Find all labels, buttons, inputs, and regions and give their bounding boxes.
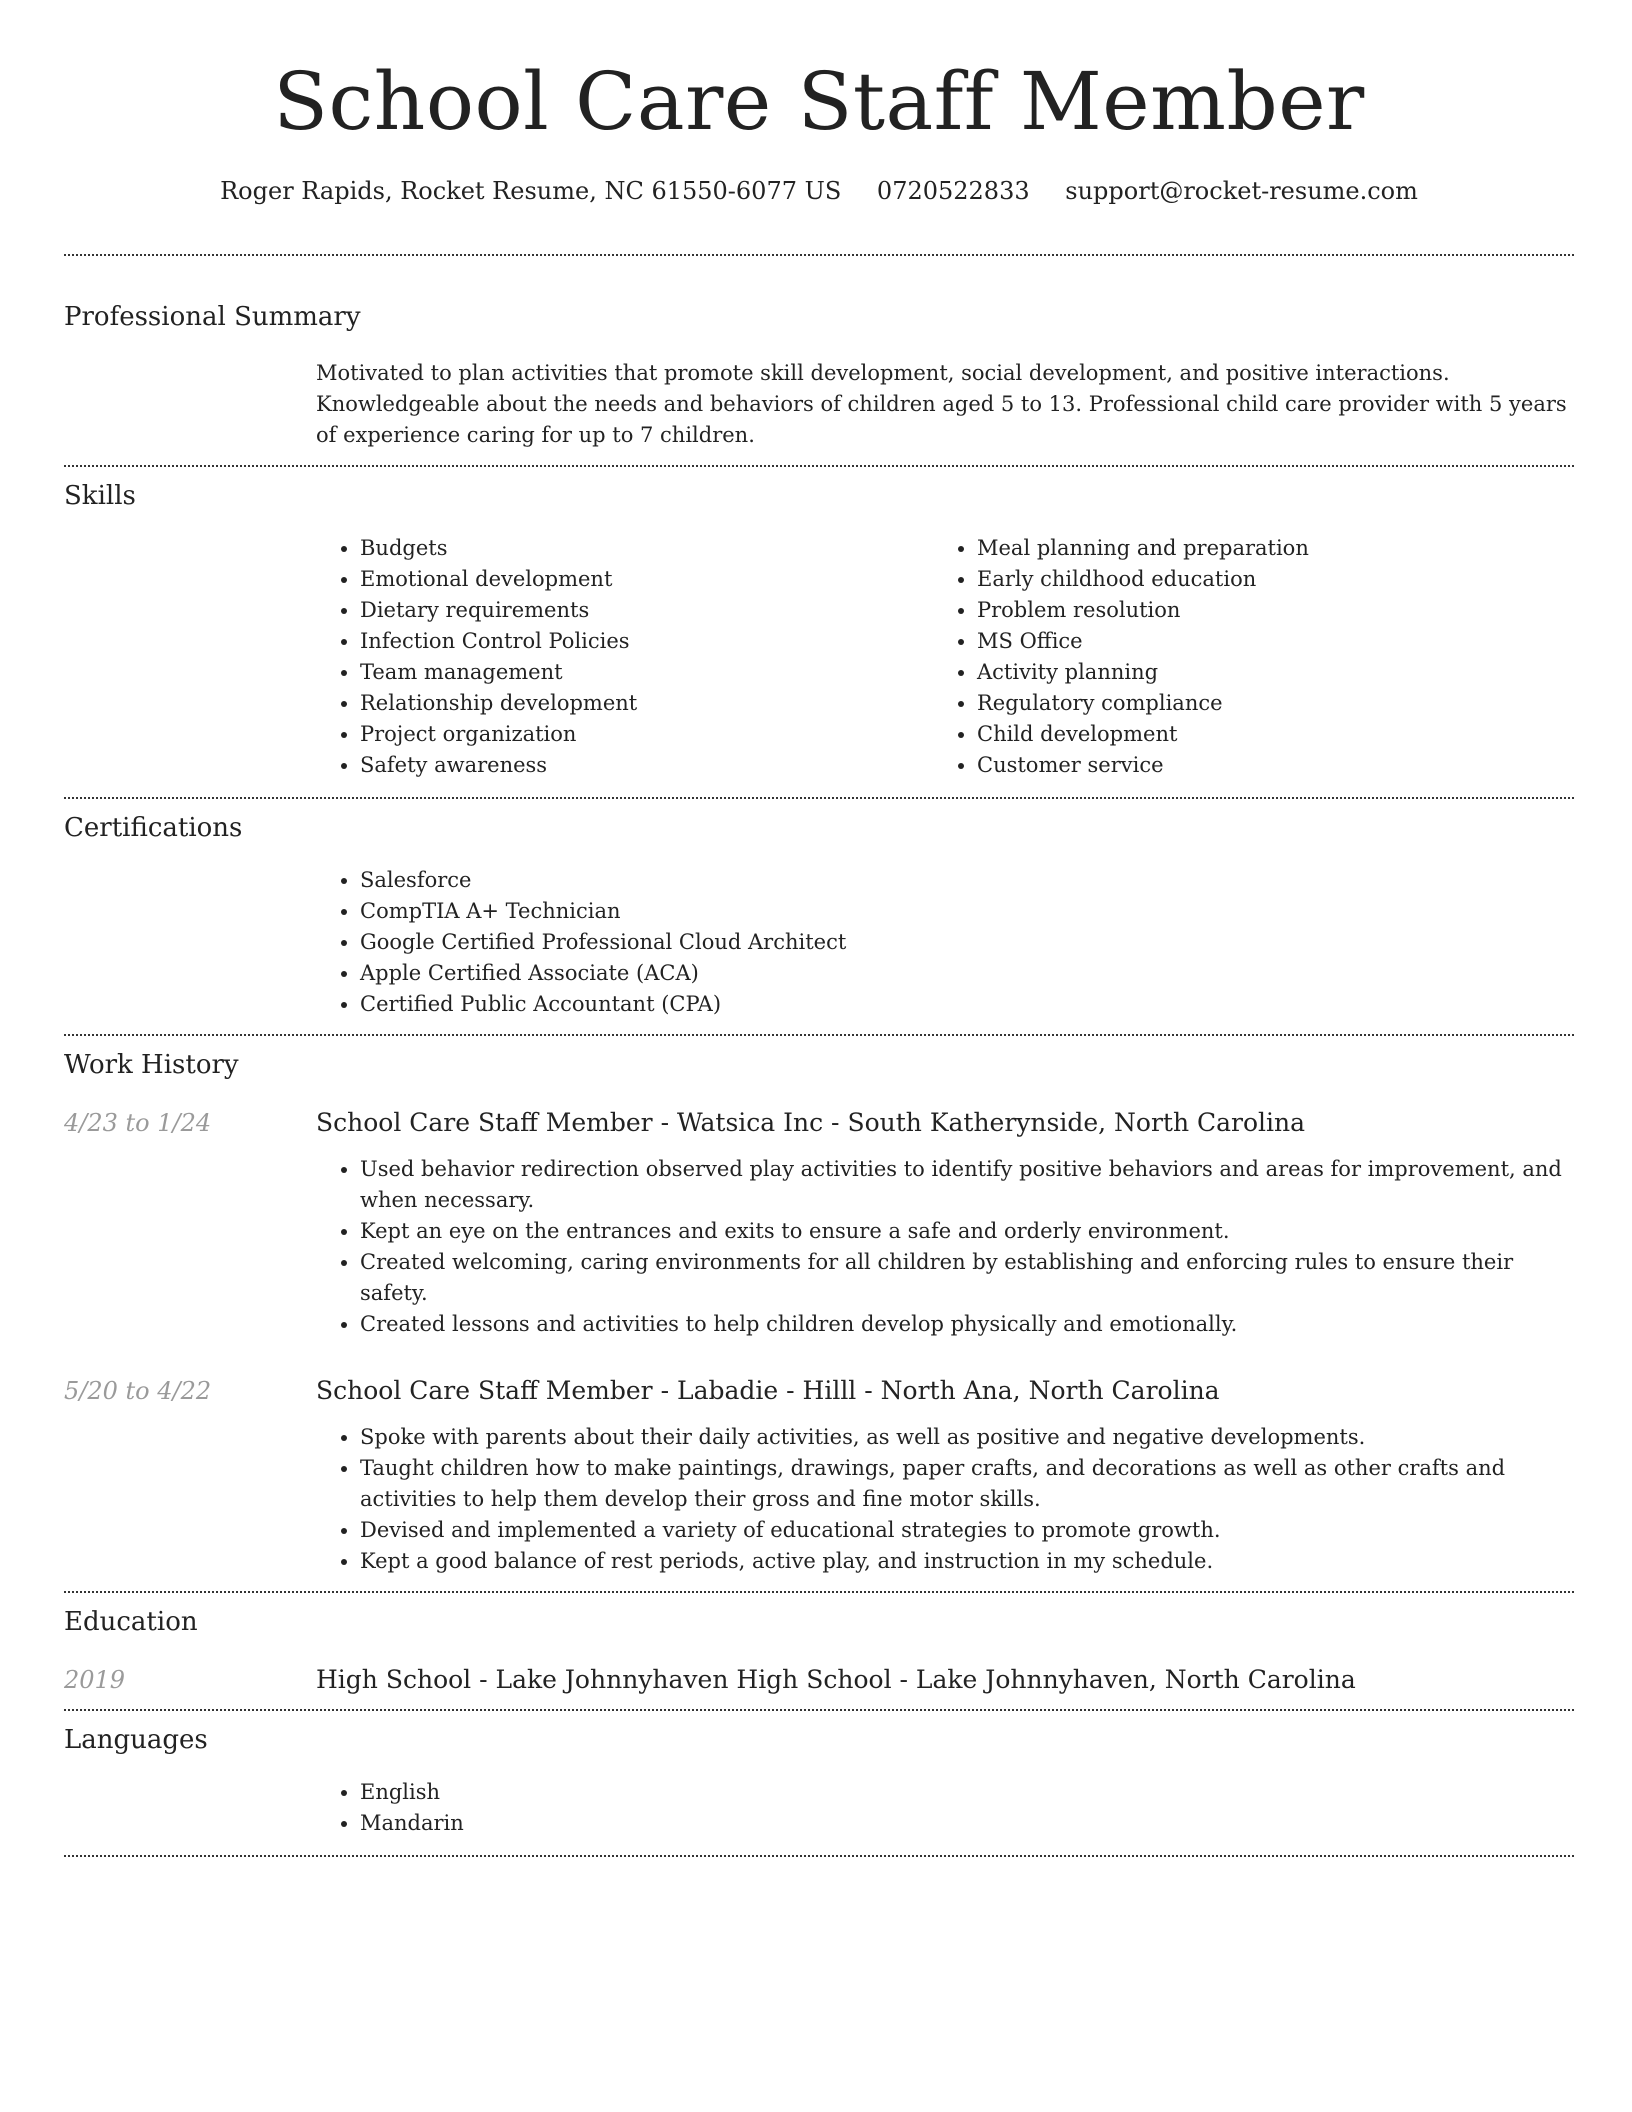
job-date: 5/20 to 4/22: [64, 1377, 212, 1405]
section-divider: [64, 1855, 1574, 1857]
skill-item: • Safety awareness: [360, 750, 933, 781]
education-section: [64, 1593, 1574, 1709]
summary-section: [64, 256, 1574, 465]
skill-item: • Regulatory compliance: [977, 688, 1550, 719]
contact-line: [64, 174, 1574, 208]
skill-item: • Dietary requirements: [360, 595, 933, 626]
resume-name: School Care Staff Member: [273, 55, 1365, 148]
certification-item: • Salesforce: [360, 865, 1574, 896]
education-date: 2019: [64, 1666, 126, 1694]
job-title: School Care Staff Member - Labadie - Hilll - North Ana, North Carolina: [316, 1376, 1220, 1405]
job-bullet: • Used behavior redirection observed play activities to identify positive behaviors and areas for improvement, and when necessary.: [360, 1154, 1574, 1216]
languages-title: Languages: [64, 1725, 208, 1755]
work-history-section: [64, 1036, 1574, 1591]
skill-item: • MS Office: [977, 626, 1550, 657]
skill-item: • Meal planning and preparation: [977, 533, 1550, 564]
skills-title: Skills: [64, 481, 136, 511]
job-bullet: • Kept an eye on the entrances and exits to ensure a safe and orderly environment.: [360, 1216, 1574, 1247]
contact-email: support@rocket-resume.com: [1065, 177, 1418, 205]
job-bullet: • Created welcoming, caring environments for all children by establishing and enforcing rules to ensure their safety.: [360, 1247, 1574, 1309]
skill-item: • Team management: [360, 657, 933, 688]
certifications-title: Certifications: [64, 813, 243, 843]
skill-item: • Child development: [977, 719, 1550, 750]
job-bullets: [316, 1154, 1574, 1340]
job-title: School Care Staff Member - Watsica Inc - South Katherynside, North Carolina: [316, 1108, 1306, 1137]
skill-item: • Early childhood education: [977, 564, 1550, 595]
languages-list: [316, 1777, 1574, 1839]
skills-list-right: [933, 533, 1550, 781]
job-bullet: • Created lessons and activities to help children develop physically and emotionally.: [360, 1309, 1574, 1340]
job-bullets: [316, 1422, 1574, 1577]
certifications-section: [64, 799, 1574, 1034]
skill-item: • Emotional development: [360, 564, 933, 595]
summary-text: Motivated to plan activities that promote skill development, social development, and positive interactions. Knowledgeable about the needs and behaviors of children aged 5 to 13. Professional child care provider with 5 years of experience caring for up to 7 children.: [316, 361, 1567, 447]
skill-item: • Activity planning: [977, 657, 1550, 688]
education-title: Education: [64, 1607, 198, 1637]
job-bullet: • Kept a good balance of rest periods, active play, and instruction in my schedule.: [360, 1546, 1574, 1577]
certification-item: • Google Certified Professional Cloud Architect: [360, 927, 1574, 958]
certification-item: • Certified Public Accountant (CPA): [360, 989, 1574, 1020]
skills-list-left: [316, 533, 933, 781]
languages-section: [64, 1711, 1574, 1855]
job-bullet: • Devised and implemented a variety of educational strategies to promote growth.: [360, 1515, 1574, 1546]
education-entry: [64, 1663, 1574, 1709]
work-history-title: Work History: [64, 1050, 239, 1080]
skill-item: • Infection Control Policies: [360, 626, 933, 657]
skill-item: • Relationship development: [360, 688, 933, 719]
language-item: • Mandarin: [360, 1808, 1574, 1839]
certifications-list: [316, 865, 1574, 1020]
certification-item: • Apple Certified Associate (ACA): [360, 958, 1574, 989]
resume-page: [64, 0, 1574, 1857]
job-bullet: • Spoke with parents about their daily activities, as well as positive and negative developments.: [360, 1422, 1574, 1453]
skill-item: • Problem resolution: [977, 595, 1550, 626]
job-bullet: • Taught children how to make paintings, drawings, paper crafts, and decorations as well as other crafts and activities to help them develop their gross and fine motor skills.: [360, 1453, 1574, 1515]
job-entry: [64, 1106, 1574, 1340]
skill-item: • Budgets: [360, 533, 933, 564]
summary-title: Professional Summary: [64, 302, 361, 332]
skill-item: • Project organization: [360, 719, 933, 750]
skill-item: • Customer service: [977, 750, 1550, 781]
job-date: 4/23 to 1/24: [64, 1109, 212, 1137]
skills-section: [64, 467, 1574, 797]
certification-item: • CompTIA A+ Technician: [360, 896, 1574, 927]
contact-address: Roger Rapids, Rocket Resume, NC 61550-6077 US: [220, 177, 842, 205]
language-item: • English: [360, 1777, 1574, 1808]
education-detail: High School - Lake Johnnyhaven High School - Lake Johnnyhaven, North Carolina: [316, 1665, 1356, 1694]
job-entry: [64, 1374, 1574, 1591]
contact-phone: 0720522833: [876, 177, 1030, 205]
